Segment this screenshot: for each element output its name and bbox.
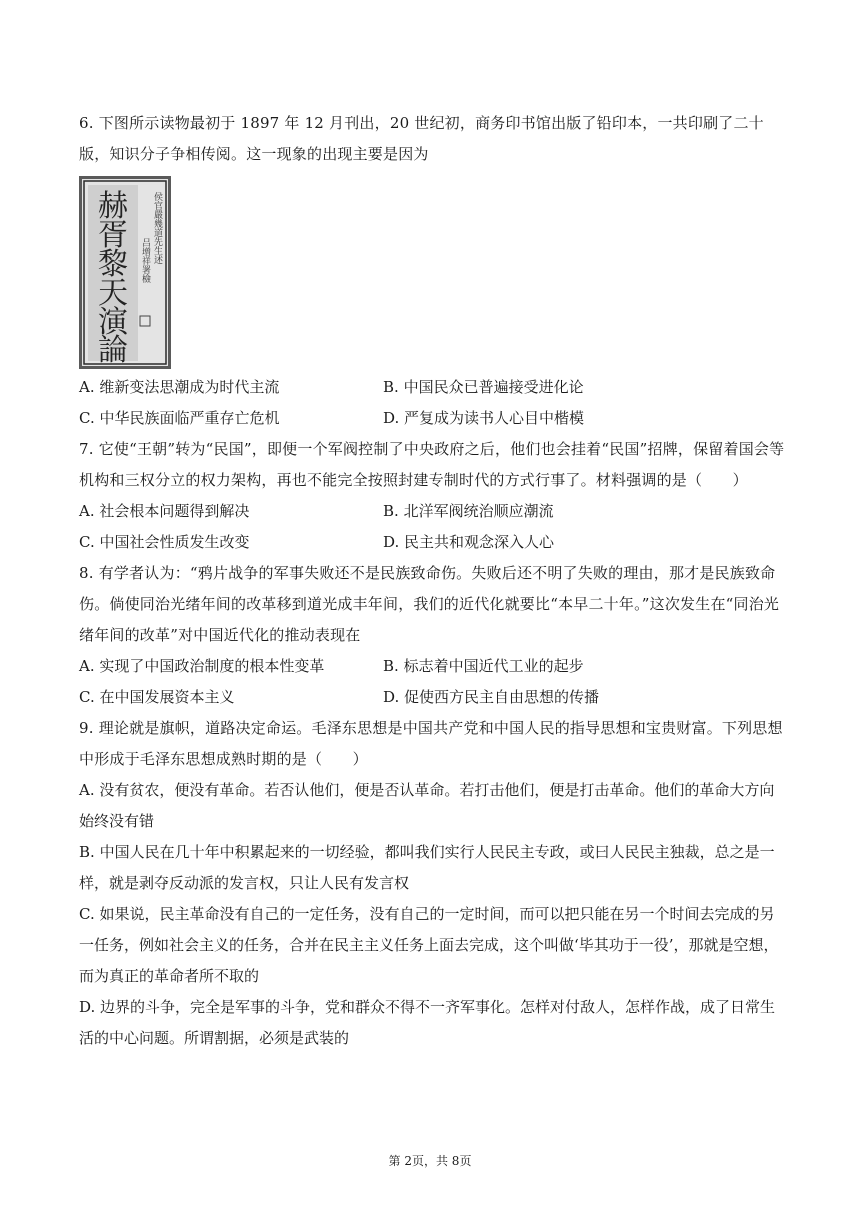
question-9-stem: 9. 理论就是旗帜，道路决定命运。毛泽东思想是中国共产党和中国人民的指导思想和宝贵财富。下列思想中形成于毛泽东思想成熟时期的是（ ） <box>79 719 783 768</box>
question-8-stem: 8. 有学者认为：“鸦片战争的军事失败还不是民族致命伤。失败后还不明了失败的理由，那才是民族致命伤。倘使同治光绪年间的改革移到道光成丰年间，我们的近代化就要比“本早二十年。”这次发生在“同治光绪年间的改革”对中国近代化的推动表现在 <box>79 564 780 644</box>
question-6-options <box>79 372 785 434</box>
page-footer: 第 2页，共 8页 <box>388 1154 472 1168</box>
book-title-char-1: 赫 <box>98 189 128 224</box>
question-9-option-b[interactable]: B. 中国人民在几十年中积累起来的一切经验，都叫我们实行人民民主专政，或曰人民民主独裁，总之是一样，就是剥夺反动派的发言权，只让人民有发言权 <box>79 843 775 892</box>
question-9 <box>79 713 785 1054</box>
question-9-option-c[interactable]: C. 如果说，民主革命没有自己的一定任务，没有自己的一定时间，而可以把只能在另一个时间去完成的另一任务，例如社会主义的任务，合并在民主主义任务上面去完成，这个叫做‘毕其功于一役’，那就是空想，而为真正的革命者所不取的 <box>79 905 779 985</box>
question-7 <box>79 434 785 558</box>
question-8-option-b[interactable]: B. 标志着中国近代工业的起步 <box>383 657 584 675</box>
question-6 <box>79 108 785 434</box>
question-9-option-a[interactable]: A. 没有贫农，便没有革命。若否认他们，便是否认革命。若打击他们，便是打击革命。他们的革命大方向始终没有错 <box>79 781 775 830</box>
question-content <box>79 108 785 1054</box>
question-7-option-d[interactable]: D. 民主共和观念深入人心 <box>383 533 555 551</box>
book-title-char-6: 論 <box>98 333 128 368</box>
question-6-option-c[interactable]: C. 中华民族面临严重存亡危机 <box>79 409 280 427</box>
question-8-options <box>79 651 785 713</box>
book-title-char-3: 黎 <box>98 247 128 282</box>
book-title-char-2: 胥 <box>98 218 128 253</box>
question-8 <box>79 558 785 713</box>
book-side-text-right: 侯官嚴幾道先生述 <box>152 192 162 264</box>
tianyanlun-book-cover-image <box>79 176 171 369</box>
question-7-option-a[interactable]: A. 社会根本问题得到解决 <box>79 502 250 520</box>
question-6-option-a[interactable]: A. 维新变法思潮成为时代主流 <box>79 378 280 396</box>
book-title-char-5: 演 <box>98 305 128 340</box>
book-side-text-left: 吕增祥署檢 <box>140 238 150 283</box>
question-7-option-c[interactable]: C. 中国社会性质发生改变 <box>79 533 250 551</box>
question-7-stem: 7. 它使“王朝”转为“民国”，即便一个军阀控制了中央政府之后，他们也会挂着“民国”招牌，保留着国会等机构和三权分立的权力架构，再也不能完全按照封建专制时代的方式行事了。材料强调的是（ ） <box>79 440 785 489</box>
book-title-char-4: 天 <box>98 276 128 311</box>
question-9-option-d[interactable]: D. 边界的斗争，完全是军事的斗争，党和群众不得不一齐军事化。怎样对付敌人，怎样作战，成了日常生活的中心问题。所谓割据，必须是武装的 <box>79 998 776 1047</box>
question-8-option-a[interactable]: A. 实现了中国政治制度的根本性变革 <box>79 657 325 675</box>
question-7-option-b[interactable]: B. 北洋军阀统治顺应潮流 <box>383 502 554 520</box>
question-8-option-c[interactable]: C. 在中国发展资本主义 <box>79 688 235 706</box>
question-6-option-d[interactable]: D. 严复成为读书人心目中楷模 <box>383 409 585 427</box>
question-7-options <box>79 496 785 558</box>
question-8-option-d[interactable]: D. 促使西方民主自由思想的传播 <box>383 688 600 706</box>
question-6-option-b[interactable]: B. 中国民众已普遍接受进化论 <box>383 378 584 396</box>
question-6-stem: 6. 下图所示读物最初于 1897 年 12 月刊出，20 世纪初，商务印书馆出版了铅印本，一共印刷了二十版，知识分子争相传阅。这一现象的出现主要是因为 <box>79 114 764 163</box>
